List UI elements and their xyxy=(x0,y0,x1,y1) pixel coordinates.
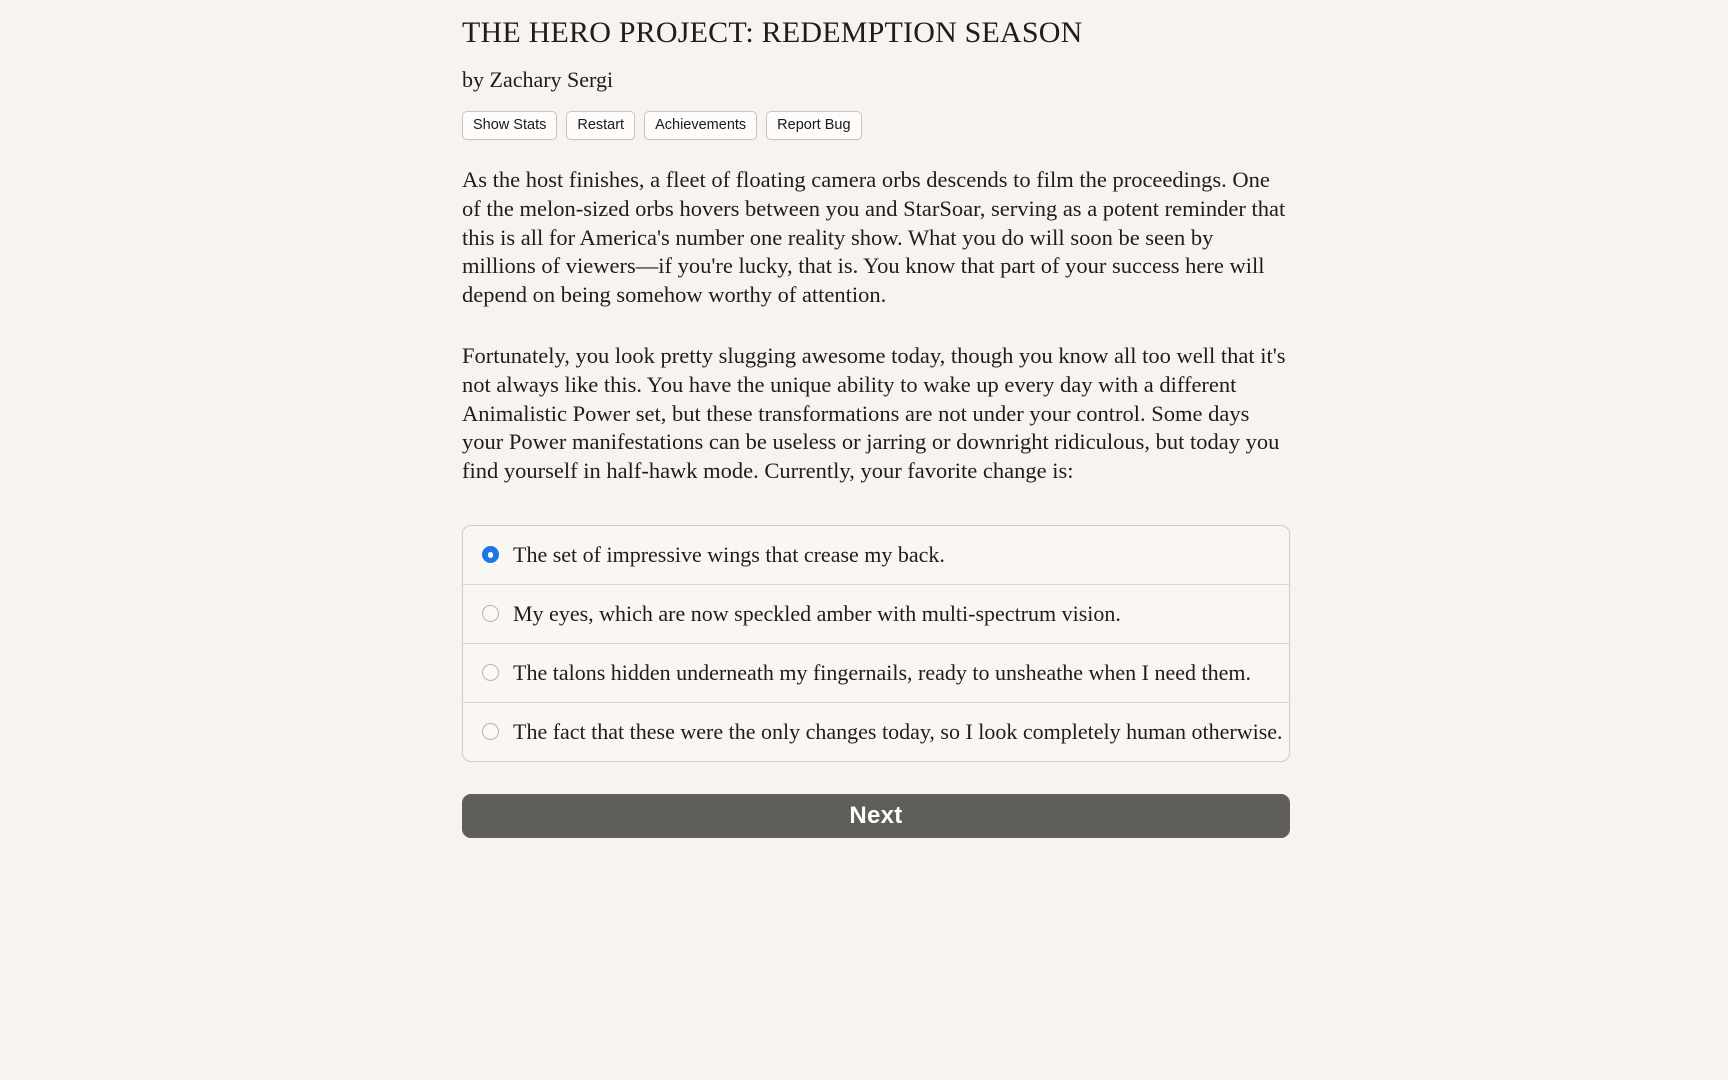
choice-label-option-4[interactable]: The fact that these were the only changes today, so I look completely human otherwise. xyxy=(513,718,1283,744)
show-stats-button[interactable]: Show Stats xyxy=(462,111,557,141)
report-bug-button[interactable]: Report Bug xyxy=(766,111,861,141)
achievements-button[interactable]: Achievements xyxy=(644,111,757,141)
restart-button[interactable]: Restart xyxy=(566,111,635,141)
story-paragraph-2: Fortunately, you look pretty slugging awesome today, though you know all too well that it's not always like this. You have the unique ability to wake up every day with a different Animalistic Power set, but these transformations are not under your control. Some days your Power manifestations can be useless or jarring or downright ridiculous, but today you find yourself in half-hawk mode. Currently, your favorite change is: xyxy=(462,342,1286,484)
choice-option-4[interactable] xyxy=(463,703,1289,761)
choice-list xyxy=(462,525,1290,762)
story-paragraph-1: As the host finishes, a fleet of floating camera orbs descends to film the proceedings. One of the melon-sized orbs hovers between you and StarSoar, serving as a potent reminder that this is all for America's number one reality show. What you do will soon be seen by millions of viewers—if you're lucky, that is. You know that part of your success here will depend on being somehow worthy of attention. xyxy=(462,167,1286,308)
choice-label-option-3[interactable]: The talons hidden underneath my fingernails, ready to unsheathe when I need them. xyxy=(513,659,1251,685)
radio-icon-option-1[interactable] xyxy=(482,546,499,563)
radio-icon-option-2[interactable] xyxy=(482,605,499,622)
choice-label-option-2[interactable]: My eyes, which are now speckled amber with multi-spectrum vision. xyxy=(513,600,1121,626)
radio-icon-option-4[interactable] xyxy=(482,723,499,740)
page-title: THE HERO PROJECT: REDEMPTION SEASON xyxy=(462,16,1083,49)
author-byline: by Zachary Sergi xyxy=(462,66,614,92)
content-column xyxy=(462,0,1290,838)
choice-option-1[interactable] xyxy=(463,526,1289,585)
choice-label-option-1[interactable]: The set of impressive wings that crease my back. xyxy=(513,541,945,567)
next-button[interactable]: Next xyxy=(462,794,1290,838)
toolbar xyxy=(462,93,1290,141)
radio-icon-option-3[interactable] xyxy=(482,664,499,681)
choice-option-3[interactable] xyxy=(463,644,1289,703)
choice-option-2[interactable] xyxy=(463,585,1289,644)
